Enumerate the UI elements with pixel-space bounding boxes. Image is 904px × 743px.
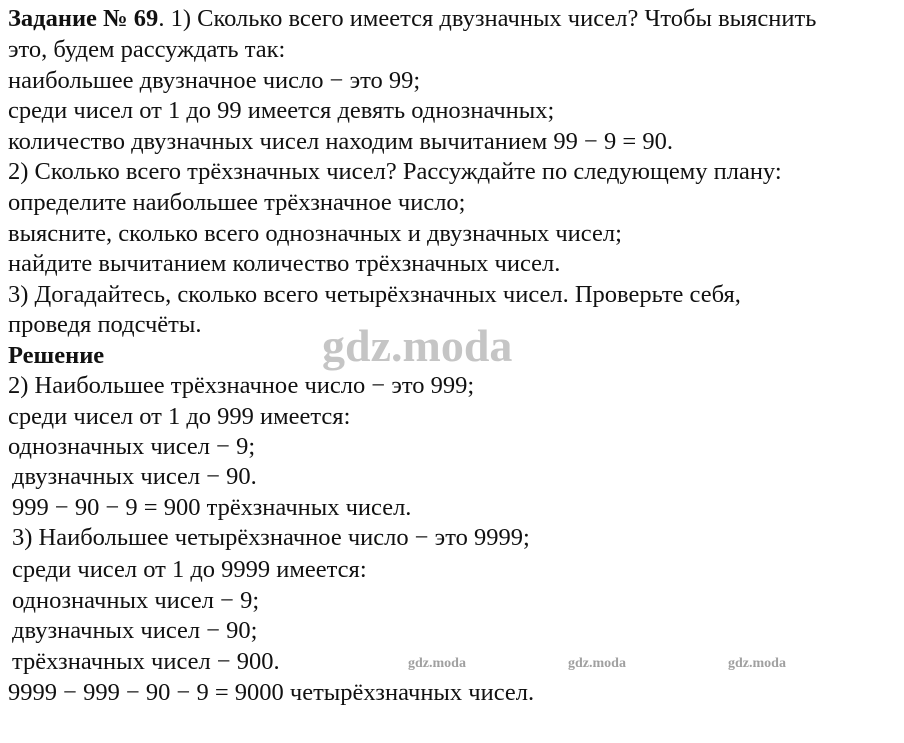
task-line-0 bbox=[8, 4, 816, 34]
task-line-1: это, будем рассуждать так: bbox=[8, 36, 286, 63]
task-line-9: 3) Догадайтесь, сколько всего четырёхзначных чисел. Проверьте себя, bbox=[8, 281, 741, 308]
watermark-small-1: gdz.moda bbox=[408, 656, 466, 671]
solution-line-5: 3) Наибольшее четырёхзначное число − это 9999; bbox=[12, 524, 530, 551]
watermark-small-2: gdz.moda bbox=[568, 656, 626, 671]
solution-line-2: однозначных чисел − 9; bbox=[8, 433, 256, 460]
solution-line-8: двузначных чисел − 90; bbox=[12, 617, 258, 644]
task-line-2: наибольшее двузначное число − это 99; bbox=[8, 67, 421, 94]
task-line-10: проведя подсчёты. bbox=[8, 311, 202, 338]
solution-line-6: среди чисел от 1 до 9999 имеется: bbox=[12, 556, 367, 583]
task-line-5: 2) Сколько всего трёхзначных чисел? Рассуждайте по следующему плану: bbox=[8, 158, 782, 185]
solution-line-9: трёхзначных чисел − 900. bbox=[12, 648, 280, 675]
solution-line-1: среди чисел от 1 до 999 имеется: bbox=[8, 403, 351, 430]
task-title-suffix: . 1) Сколько всего имеется двузначных чисел? Чтобы выяснить bbox=[158, 5, 817, 32]
solution-line-7: однозначных чисел − 9; bbox=[12, 587, 260, 614]
solution-line-4: 999 − 90 − 9 = 900 трёхзначных чисел. bbox=[12, 494, 412, 521]
solution-heading: Решение bbox=[8, 342, 105, 369]
watermark-small-3: gdz.moda bbox=[728, 656, 786, 671]
task-line-7: выясните, сколько всего однозначных и двузначных чисел; bbox=[8, 220, 622, 247]
task-line-3: среди чисел от 1 до 99 имеется девять однозначных; bbox=[8, 97, 555, 124]
solution-line-0: 2) Наибольшее трёхзначное число − это 999; bbox=[8, 372, 475, 399]
task-line-4: количество двузначных чисел находим вычитанием 99 − 9 = 90. bbox=[8, 128, 673, 155]
task-title: Задание № 69 bbox=[8, 5, 159, 32]
solution-line-3: двузначных чисел − 90. bbox=[12, 463, 257, 490]
task-line-6: определите наибольшее трёхзначное число; bbox=[8, 189, 466, 216]
task-line-8: найдите вычитанием количество трёхзначных чисел. bbox=[8, 250, 561, 277]
watermark-main: gdz.moda bbox=[322, 320, 513, 371]
solution-line-10: 9999 − 999 − 90 − 9 = 9000 четырёхзначных чисел. bbox=[8, 679, 535, 706]
